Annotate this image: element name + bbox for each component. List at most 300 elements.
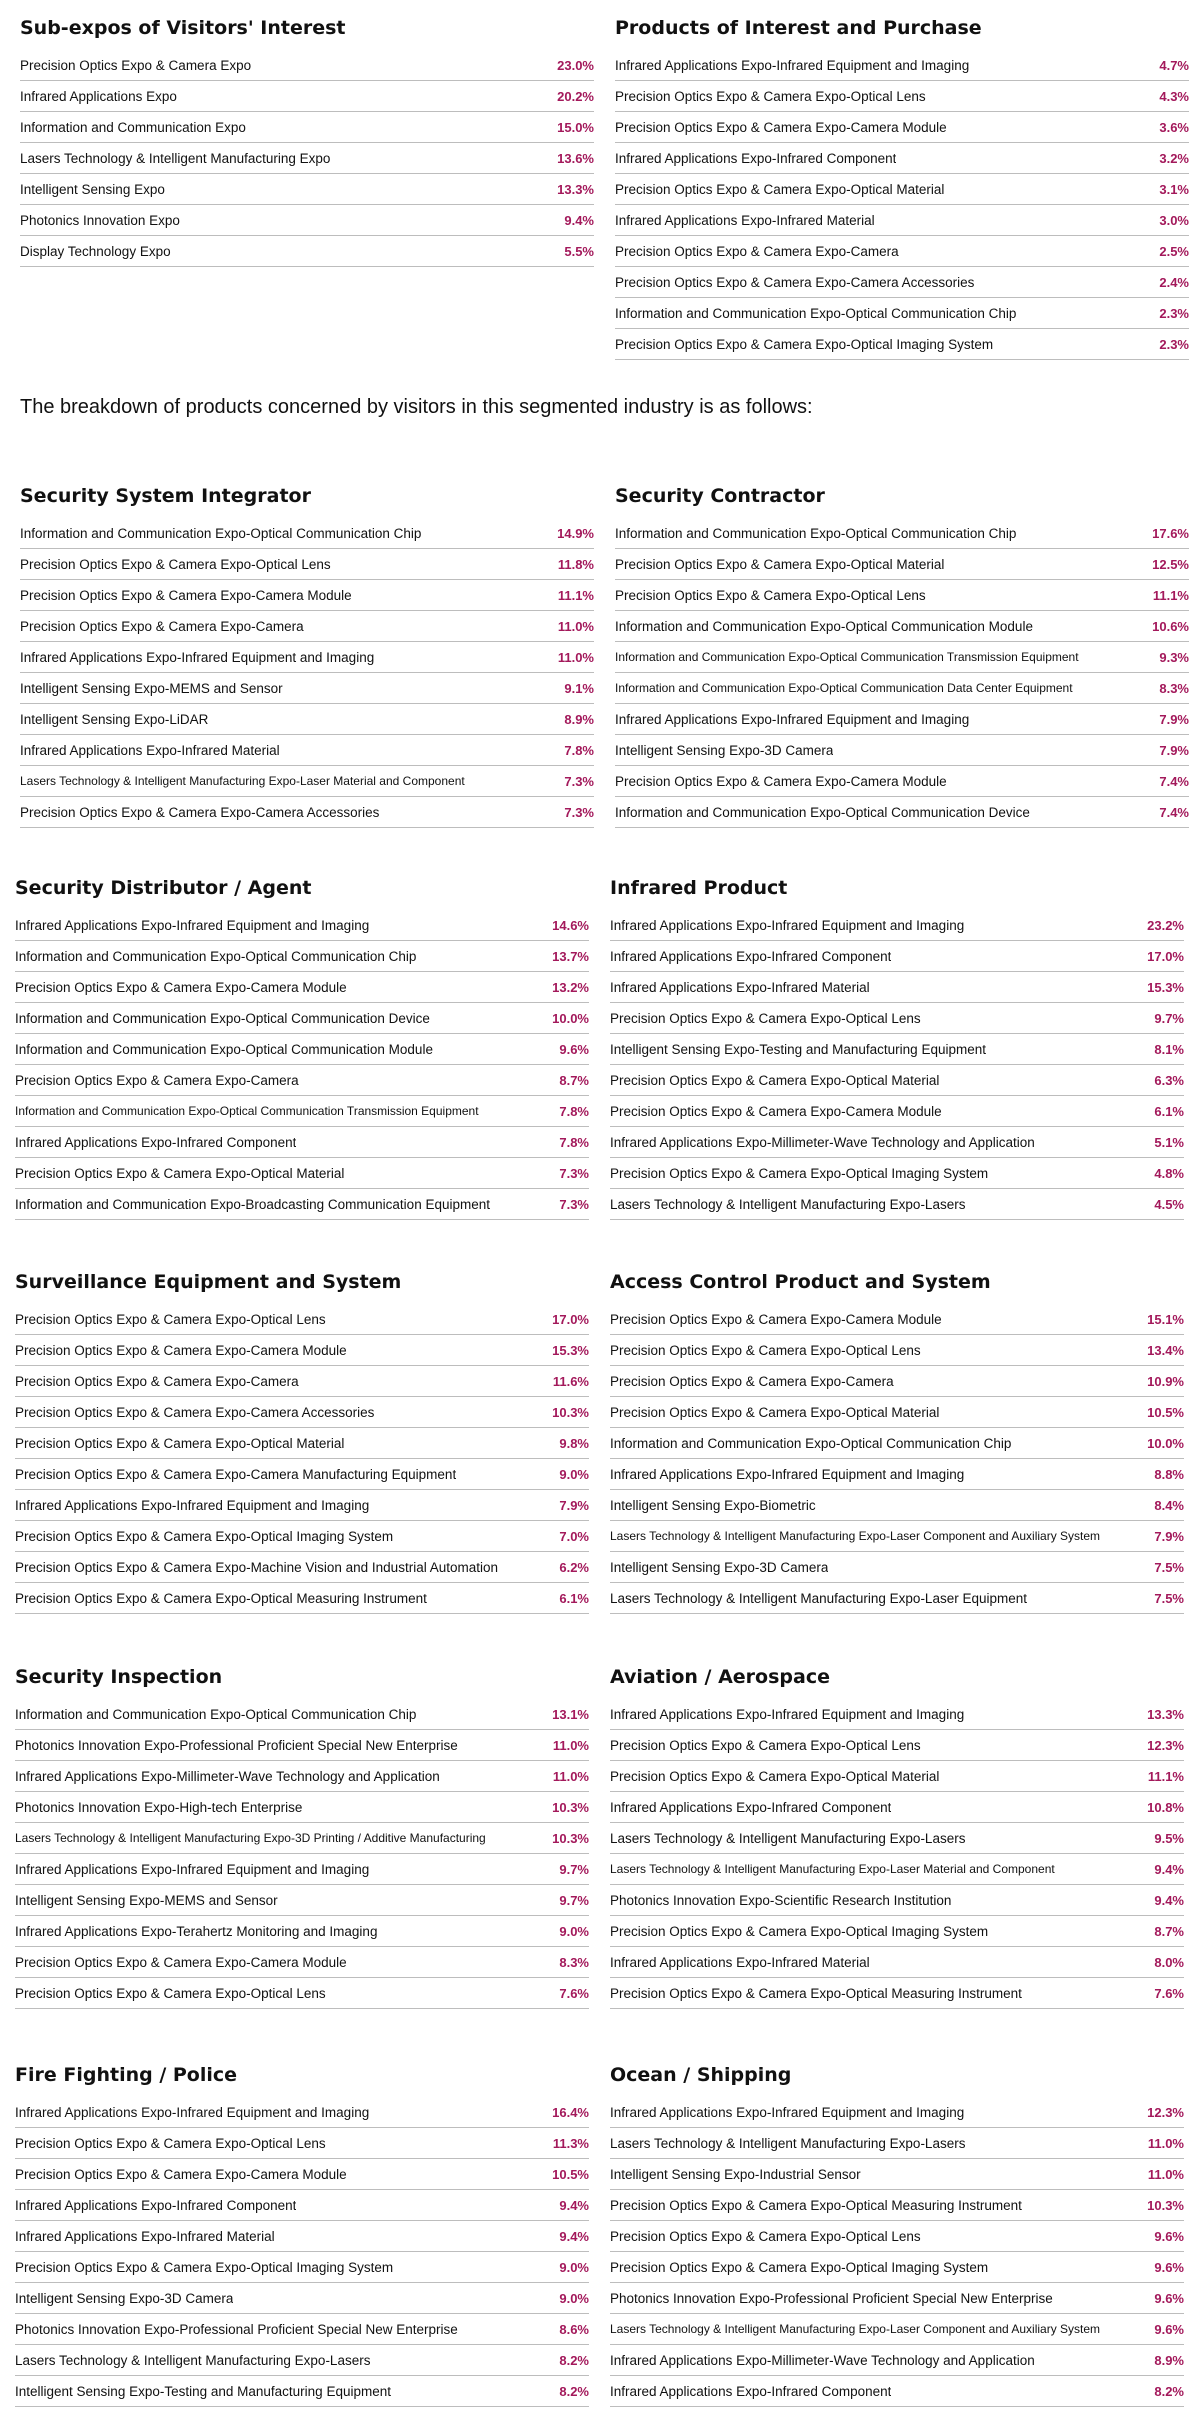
item-label: Precision Optics Expo & Camera Expo-Camera Module — [615, 119, 947, 135]
item-label: Infrared Applications Expo-Infrared Equipment and Imaging — [610, 1466, 965, 1482]
item-label: Intelligent Sensing Expo — [20, 181, 165, 197]
panel-title: Security System Integrator — [20, 485, 311, 507]
panel-security-inspection — [15, 1665, 589, 2009]
list-item — [15, 2283, 589, 2314]
item-label: Precision Optics Expo & Camera Expo-Optical Imaging System — [615, 336, 994, 352]
item-percentage: 9.4% — [1154, 1861, 1184, 1877]
item-label: Intelligent Sensing Expo-Industrial Sensor — [610, 2166, 861, 2182]
item-label: Precision Optics Expo & Camera Expo-Optical Material — [615, 181, 945, 197]
item-label: Precision Optics Expo & Camera Expo — [20, 57, 252, 73]
list-item — [615, 143, 1189, 174]
list-item — [610, 1065, 1184, 1096]
item-percentage: 17.0% — [552, 1311, 589, 1327]
item-label: Infrared Applications Expo-Infrared Equipment and Imaging — [15, 1861, 370, 1877]
list-item — [615, 580, 1189, 611]
panel-ocean-shipping — [610, 2063, 1184, 2407]
item-percentage: 11.1% — [557, 587, 594, 603]
item-label: Photonics Innovation Expo-Professional Proficient Special New Enterprise — [15, 1737, 458, 1753]
item-percentage: 7.4% — [1159, 804, 1189, 820]
item-label: Infrared Applications Expo-Infrared Material — [20, 742, 280, 758]
list-item — [610, 1189, 1184, 1220]
item-percentage: 8.1% — [1154, 1041, 1184, 1057]
item-percentage: 8.4% — [1154, 1497, 1184, 1513]
list-item — [615, 81, 1189, 112]
item-percentage: 7.5% — [1154, 1590, 1184, 1606]
item-label: Lasers Technology & Intelligent Manufacturing Expo-Laser Component and Auxiliary System — [610, 2322, 1101, 2336]
item-percentage: 2.3% — [1159, 336, 1189, 352]
item-percentage: 13.3% — [1147, 1706, 1184, 1722]
list-item — [15, 941, 589, 972]
item-label: Information and Communication Expo-Optical Communication Chip — [15, 1706, 417, 1722]
item-percentage: 11.8% — [557, 556, 594, 572]
list-item — [610, 1583, 1184, 1614]
item-percentage: 8.7% — [559, 1072, 589, 1088]
list-item — [610, 2314, 1184, 2345]
item-percentage: 9.6% — [1154, 2321, 1184, 2337]
item-label: Precision Optics Expo & Camera Expo-Camera — [20, 618, 304, 634]
list-item — [610, 1096, 1184, 1127]
item-label: Precision Optics Expo & Camera Expo-Camera — [610, 1373, 894, 1389]
item-label: Precision Optics Expo & Camera Expo-Camera — [15, 1373, 299, 1389]
list-item — [615, 236, 1189, 267]
list-item — [15, 1521, 589, 1552]
item-label: Intelligent Sensing Expo-3D Camera — [15, 2290, 234, 2306]
item-percentage: 8.6% — [559, 2321, 589, 2337]
list-item — [610, 1366, 1184, 1397]
item-label: Precision Optics Expo & Camera Expo-Optical Material — [15, 1435, 345, 1451]
item-label: Precision Optics Expo & Camera Expo-Optical Lens — [610, 1737, 921, 1753]
intro-text: The breakdown of products concerned by visitors in this segmented industry is as follows: — [20, 396, 813, 418]
item-label: Lasers Technology & Intelligent Manufacturing Expo-Lasers — [15, 2352, 371, 2368]
panel-title: Fire Fighting / Police — [15, 2064, 238, 2086]
list-item — [615, 205, 1189, 236]
list-item — [610, 1978, 1184, 2009]
item-percentage: 10.3% — [552, 1404, 589, 1420]
item-percentage: 10.3% — [1147, 2197, 1184, 2213]
list-item — [15, 1096, 589, 1127]
item-label: Information and Communication Expo — [20, 119, 246, 135]
item-percentage: 9.1% — [564, 680, 594, 696]
item-percentage: 3.2% — [1159, 150, 1189, 166]
item-percentage: 12.3% — [1147, 2104, 1184, 2120]
list-item — [20, 797, 594, 828]
item-label: Precision Optics Expo & Camera Expo-Optical Imaging System — [15, 2259, 394, 2275]
list-item — [610, 1127, 1184, 1158]
panel-title: Security Contractor — [615, 485, 825, 507]
list-item — [610, 1335, 1184, 1366]
item-label: Precision Optics Expo & Camera Expo-Optical Lens — [610, 1342, 921, 1358]
item-label: Precision Optics Expo & Camera Expo-Camera Module — [610, 1103, 942, 1119]
list-item — [15, 2252, 589, 2283]
panel-security-contractor — [615, 484, 1189, 828]
item-label: Infrared Applications Expo-Infrared Equipment and Imaging — [610, 917, 965, 933]
list-item — [610, 1699, 1184, 1730]
item-label: Precision Optics Expo & Camera Expo-Optical Imaging System — [15, 1528, 394, 1544]
item-percentage: 15.3% — [552, 1342, 589, 1358]
item-percentage: 13.7% — [552, 948, 589, 964]
list-item — [615, 704, 1189, 735]
item-label: Infrared Applications Expo-Infrared Equipment and Imaging — [15, 1497, 370, 1513]
item-label: Photonics Innovation Expo-Professional Proficient Special New Enterprise — [610, 2290, 1053, 2306]
item-percentage: 23.2% — [1147, 917, 1184, 933]
item-percentage: 7.8% — [559, 1103, 589, 1119]
item-label: Information and Communication Expo-Optical Communication Device — [15, 1010, 430, 1026]
list-item — [615, 766, 1189, 797]
list-item — [610, 1730, 1184, 1761]
item-percentage: 4.8% — [1154, 1165, 1184, 1181]
item-percentage: 6.2% — [559, 1559, 589, 1575]
list-item — [20, 518, 594, 549]
item-percentage: 8.8% — [1154, 1466, 1184, 1482]
list-item — [15, 1158, 589, 1189]
panel-aviation-aerospace — [610, 1665, 1184, 2009]
item-label: Infrared Applications Expo-Infrared Equipment and Imaging — [15, 917, 370, 933]
list-item — [20, 549, 594, 580]
list-item — [615, 642, 1189, 673]
item-percentage: 7.9% — [1159, 742, 1189, 758]
item-percentage: 10.3% — [552, 1830, 589, 1846]
list-item — [610, 1459, 1184, 1490]
list-item — [610, 1552, 1184, 1583]
item-label: Lasers Technology & Intelligent Manufacturing Expo — [20, 150, 331, 166]
item-label: Infrared Applications Expo-Millimeter-Wave Technology and Application — [610, 1134, 1035, 1150]
list-item — [615, 298, 1189, 329]
item-percentage: 9.6% — [1154, 2259, 1184, 2275]
list-item — [15, 2376, 589, 2407]
list-item — [15, 1003, 589, 1034]
item-label: Infrared Applications Expo-Infrared Equipment and Imaging — [610, 1706, 965, 1722]
list-item — [20, 81, 594, 112]
list-item — [15, 1065, 589, 1096]
item-percentage: 11.0% — [557, 618, 594, 634]
item-percentage: 7.0% — [559, 1528, 589, 1544]
item-label: Precision Optics Expo & Camera Expo-Camera Module — [610, 1311, 942, 1327]
item-percentage: 13.6% — [557, 150, 594, 166]
item-label: Precision Optics Expo & Camera Expo-Camera Module — [15, 2166, 347, 2182]
item-label: Precision Optics Expo & Camera Expo-Camera Manufacturing Equipment — [15, 1466, 457, 1482]
list-item — [15, 2159, 589, 2190]
panel-title: Aviation / Aerospace — [610, 1666, 830, 1688]
list-item — [20, 735, 594, 766]
panel-security-system-integrator — [20, 484, 594, 828]
list-item — [610, 1003, 1184, 1034]
item-percentage: 9.4% — [559, 2197, 589, 2213]
item-label: Precision Optics Expo & Camera Expo-Optical Lens — [615, 88, 926, 104]
list-item — [610, 1397, 1184, 1428]
item-percentage: 20.2% — [557, 88, 594, 104]
list-item — [15, 1366, 589, 1397]
list-item — [615, 611, 1189, 642]
item-label: Precision Optics Expo & Camera Expo-Camera Module — [20, 587, 352, 603]
panel-title: Ocean / Shipping — [610, 2064, 792, 2086]
list-item — [610, 1761, 1184, 1792]
panel-title: Security Distributor / Agent — [15, 877, 312, 899]
item-percentage: 4.7% — [1159, 57, 1189, 73]
list-item — [610, 2190, 1184, 2221]
item-percentage: 9.6% — [1154, 2228, 1184, 2244]
item-label: Infrared Applications Expo-Infrared Component — [610, 1799, 892, 1815]
item-percentage: 6.1% — [1154, 1103, 1184, 1119]
item-percentage: 2.4% — [1159, 274, 1189, 290]
item-percentage: 7.6% — [1154, 1985, 1184, 2001]
item-percentage: 4.5% — [1154, 1196, 1184, 1212]
item-label: Precision Optics Expo & Camera Expo-Camera — [615, 243, 899, 259]
list-item — [15, 1428, 589, 1459]
item-label: Intelligent Sensing Expo-3D Camera — [610, 1559, 829, 1575]
item-label: Infrared Applications Expo — [20, 88, 177, 104]
item-percentage: 10.0% — [1147, 1435, 1184, 1451]
item-label: Precision Optics Expo & Camera Expo-Machine Vision and Industrial Automation — [15, 1559, 498, 1575]
panel-title: Sub-expos of Visitors' Interest — [20, 17, 346, 39]
item-percentage: 7.5% — [1154, 1559, 1184, 1575]
list-item — [615, 267, 1189, 298]
list-item — [15, 1916, 589, 1947]
item-percentage: 7.4% — [1159, 773, 1189, 789]
item-percentage: 8.2% — [559, 2383, 589, 2399]
list-item — [20, 642, 594, 673]
item-label: Infrared Applications Expo-Infrared Component — [610, 948, 892, 964]
item-label: Information and Communication Expo-Optical Communication Chip — [610, 1435, 1012, 1451]
item-percentage: 3.6% — [1159, 119, 1189, 135]
item-percentage: 11.3% — [552, 2135, 589, 2151]
item-percentage: 8.3% — [559, 1954, 589, 1970]
item-label: Infrared Applications Expo-Infrared Equipment and Imaging — [615, 711, 970, 727]
item-label: Precision Optics Expo & Camera Expo-Camera Module — [15, 1342, 347, 1358]
list-item — [15, 2314, 589, 2345]
panel-products-of-interest — [615, 16, 1189, 360]
item-percentage: 16.4% — [552, 2104, 589, 2120]
item-label: Information and Communication Expo-Optical Communication Chip — [15, 948, 417, 964]
list-item — [15, 2097, 589, 2128]
item-percentage: 10.6% — [1152, 618, 1189, 634]
item-percentage: 15.1% — [1147, 1311, 1184, 1327]
list-item — [15, 1127, 589, 1158]
item-label: Precision Optics Expo & Camera Expo-Optical Lens — [615, 587, 926, 603]
item-percentage: 5.1% — [1154, 1134, 1184, 1150]
item-label: Information and Communication Expo-Broadcasting Communication Equipment — [15, 1196, 490, 1212]
list-item — [15, 1823, 589, 1854]
list-item — [610, 2252, 1184, 2283]
item-percentage: 7.3% — [564, 804, 594, 820]
item-label: Infrared Applications Expo-Infrared Equipment and Imaging — [20, 649, 375, 665]
item-label: Intelligent Sensing Expo-Biometric — [610, 1497, 816, 1513]
list-item — [615, 549, 1189, 580]
item-percentage: 8.0% — [1154, 1954, 1184, 1970]
list-item — [15, 2345, 589, 2376]
item-label: Precision Optics Expo & Camera Expo-Camera Module — [615, 773, 947, 789]
item-label: Intelligent Sensing Expo-3D Camera — [615, 742, 834, 758]
item-label: Infrared Applications Expo-Infrared Material — [15, 2228, 275, 2244]
item-percentage: 9.6% — [559, 1041, 589, 1057]
item-percentage: 12.3% — [1147, 1737, 1184, 1753]
item-percentage: 9.8% — [559, 1435, 589, 1451]
item-percentage: 4.3% — [1159, 88, 1189, 104]
item-percentage: 9.0% — [559, 2259, 589, 2275]
item-label: Information and Communication Expo-Optical Communication Transmission Equipment — [615, 650, 1079, 664]
list-item — [610, 941, 1184, 972]
item-label: Infrared Applications Expo-Infrared Equipment and Imaging — [615, 57, 970, 73]
item-percentage: 9.4% — [559, 2228, 589, 2244]
list-item — [15, 1459, 589, 1490]
item-label: Infrared Applications Expo-Infrared Material — [610, 979, 870, 995]
panel-title: Access Control Product and System — [610, 1271, 991, 1293]
item-label: Precision Optics Expo & Camera Expo-Optical Measuring Instrument — [610, 2197, 1022, 2213]
panel-infrared-product — [610, 876, 1184, 1220]
item-percentage: 9.0% — [559, 1923, 589, 1939]
list-item — [15, 1761, 589, 1792]
item-percentage: 11.1% — [1152, 587, 1189, 603]
item-percentage: 10.0% — [552, 1010, 589, 1026]
item-label: Lasers Technology & Intelligent Manufacturing Expo-Laser Component and Auxiliary System — [610, 1529, 1101, 1543]
item-label: Photonics Innovation Expo-Professional Proficient Special New Enterprise — [15, 2321, 458, 2337]
item-percentage: 7.6% — [559, 1985, 589, 2001]
item-label: Infrared Applications Expo-Infrared Component — [610, 2383, 892, 2399]
list-item — [15, 1034, 589, 1065]
list-item — [615, 329, 1189, 360]
item-percentage: 10.5% — [1147, 1404, 1184, 1420]
list-item — [610, 2097, 1184, 2128]
item-label: Photonics Innovation Expo-Scientific Research Institution — [610, 1892, 952, 1908]
list-item — [20, 112, 594, 143]
item-label: Information and Communication Expo-Optical Communication Device — [615, 804, 1030, 820]
item-percentage: 8.2% — [559, 2352, 589, 2368]
list-item — [15, 1335, 589, 1366]
item-label: Precision Optics Expo & Camera Expo-Optical Lens — [610, 2228, 921, 2244]
list-item — [15, 2190, 589, 2221]
item-percentage: 12.5% — [1152, 556, 1189, 572]
list-item — [15, 1490, 589, 1521]
item-label: Precision Optics Expo & Camera Expo-Optical Imaging System — [610, 2259, 989, 2275]
list-item — [610, 1823, 1184, 1854]
item-percentage: 8.7% — [1154, 1923, 1184, 1939]
panel-title: Infrared Product — [610, 877, 788, 899]
list-item — [615, 735, 1189, 766]
item-label: Intelligent Sensing Expo-MEMS and Sensor — [15, 1892, 278, 1908]
item-percentage: 15.0% — [557, 119, 594, 135]
list-item — [610, 2128, 1184, 2159]
item-percentage: 11.0% — [552, 1768, 589, 1784]
item-label: Information and Communication Expo-Optical Communication Module — [615, 618, 1033, 634]
list-item — [15, 2128, 589, 2159]
item-label: Precision Optics Expo & Camera Expo-Optical Lens — [15, 1985, 326, 2001]
item-label: Precision Optics Expo & Camera Expo-Optical Lens — [610, 1010, 921, 1026]
item-percentage: 3.1% — [1159, 181, 1189, 197]
list-item — [15, 1854, 589, 1885]
item-label: Precision Optics Expo & Camera Expo-Camera Accessories — [15, 1404, 375, 1420]
item-label: Lasers Technology & Intelligent Manufacturing Expo-Lasers — [610, 2135, 966, 2151]
item-percentage: 10.3% — [552, 1799, 589, 1815]
list-item — [15, 1978, 589, 2009]
item-percentage: 11.6% — [552, 1373, 589, 1389]
item-label: Infrared Applications Expo-Terahertz Monitoring and Imaging — [15, 1923, 378, 1939]
list-item — [610, 972, 1184, 1003]
item-percentage: 10.5% — [552, 2166, 589, 2182]
list-item — [610, 1854, 1184, 1885]
list-item — [15, 1552, 589, 1583]
item-percentage: 9.7% — [559, 1892, 589, 1908]
item-label: Intelligent Sensing Expo-MEMS and Sensor — [20, 680, 283, 696]
item-percentage: 6.3% — [1154, 1072, 1184, 1088]
item-percentage: 7.8% — [564, 742, 594, 758]
list-item — [610, 1304, 1184, 1335]
item-percentage: 2.5% — [1159, 243, 1189, 259]
item-percentage: 13.1% — [552, 1706, 589, 1722]
item-label: Infrared Applications Expo-Infrared Component — [15, 2197, 297, 2213]
panel-access-control — [610, 1270, 1184, 1614]
item-percentage: 14.9% — [557, 525, 594, 541]
list-item — [15, 2221, 589, 2252]
list-item — [20, 236, 594, 267]
list-item — [610, 2345, 1184, 2376]
item-percentage: 6.1% — [559, 1590, 589, 1606]
list-item — [610, 2159, 1184, 2190]
item-label: Infrared Applications Expo-Millimeter-Wave Technology and Application — [15, 1768, 440, 1784]
list-item — [615, 673, 1189, 704]
item-label: Infrared Applications Expo-Infrared Component — [15, 1134, 297, 1150]
list-item — [15, 1699, 589, 1730]
item-label: Intelligent Sensing Expo-LiDAR — [20, 711, 209, 727]
list-item — [610, 2221, 1184, 2252]
item-label: Infrared Applications Expo-Infrared Material — [610, 1954, 870, 1970]
list-item — [15, 1397, 589, 1428]
item-label: Lasers Technology & Intelligent Manufacturing Expo-Laser Equipment — [610, 1590, 1027, 1606]
item-percentage: 9.4% — [1154, 1892, 1184, 1908]
list-item — [15, 1730, 589, 1761]
list-item — [20, 766, 594, 797]
item-label: Precision Optics Expo & Camera Expo-Camera Accessories — [20, 804, 380, 820]
item-label: Precision Optics Expo & Camera Expo-Optical Imaging System — [610, 1923, 989, 1939]
item-percentage: 15.3% — [1147, 979, 1184, 995]
list-item — [15, 910, 589, 941]
item-percentage: 17.0% — [1147, 948, 1184, 964]
item-percentage: 7.3% — [559, 1196, 589, 1212]
list-item — [15, 1947, 589, 1978]
list-item — [615, 518, 1189, 549]
list-item — [15, 972, 589, 1003]
item-percentage: 7.9% — [559, 1497, 589, 1513]
item-label: Infrared Applications Expo-Infrared Equipment and Imaging — [610, 2104, 965, 2120]
item-percentage: 23.0% — [557, 57, 594, 73]
item-percentage: 7.9% — [1159, 711, 1189, 727]
list-item — [610, 2376, 1184, 2407]
item-label: Lasers Technology & Intelligent Manufacturing Expo-Laser Material and Component — [610, 1862, 1055, 1876]
list-item — [610, 1158, 1184, 1189]
list-item — [20, 50, 594, 81]
item-label: Lasers Technology & Intelligent Manufacturing Expo-3D Printing / Additive Manufacturing — [15, 1831, 486, 1845]
list-item — [610, 1521, 1184, 1552]
panel-fire-fighting-police — [15, 2063, 589, 2407]
item-label: Precision Optics Expo & Camera Expo-Optical Material — [610, 1072, 940, 1088]
list-item — [20, 611, 594, 642]
item-label: Precision Optics Expo & Camera Expo-Optical Material — [610, 1768, 940, 1784]
item-label: Infrared Applications Expo-Infrared Material — [615, 212, 875, 228]
item-percentage: 7.9% — [1154, 1528, 1184, 1544]
panel-title: Products of Interest and Purchase — [615, 17, 982, 39]
item-label: Precision Optics Expo & Camera Expo-Optical Material — [15, 1165, 345, 1181]
list-item — [20, 580, 594, 611]
item-percentage: 9.4% — [564, 212, 594, 228]
item-label: Lasers Technology & Intelligent Manufacturing Expo-Laser Material and Component — [20, 774, 465, 788]
item-label: Precision Optics Expo & Camera Expo-Optical Material — [615, 556, 945, 572]
list-item — [20, 205, 594, 236]
list-item — [610, 1885, 1184, 1916]
item-label: Precision Optics Expo & Camera Expo-Camera Module — [15, 1954, 347, 1970]
item-label: Information and Communication Expo-Optical Communication Module — [15, 1041, 433, 1057]
panel-sub-expos — [20, 16, 594, 267]
item-percentage: 5.5% — [564, 243, 594, 259]
item-label: Infrared Applications Expo-Infrared Component — [615, 150, 897, 166]
item-percentage: 10.9% — [1147, 1373, 1184, 1389]
